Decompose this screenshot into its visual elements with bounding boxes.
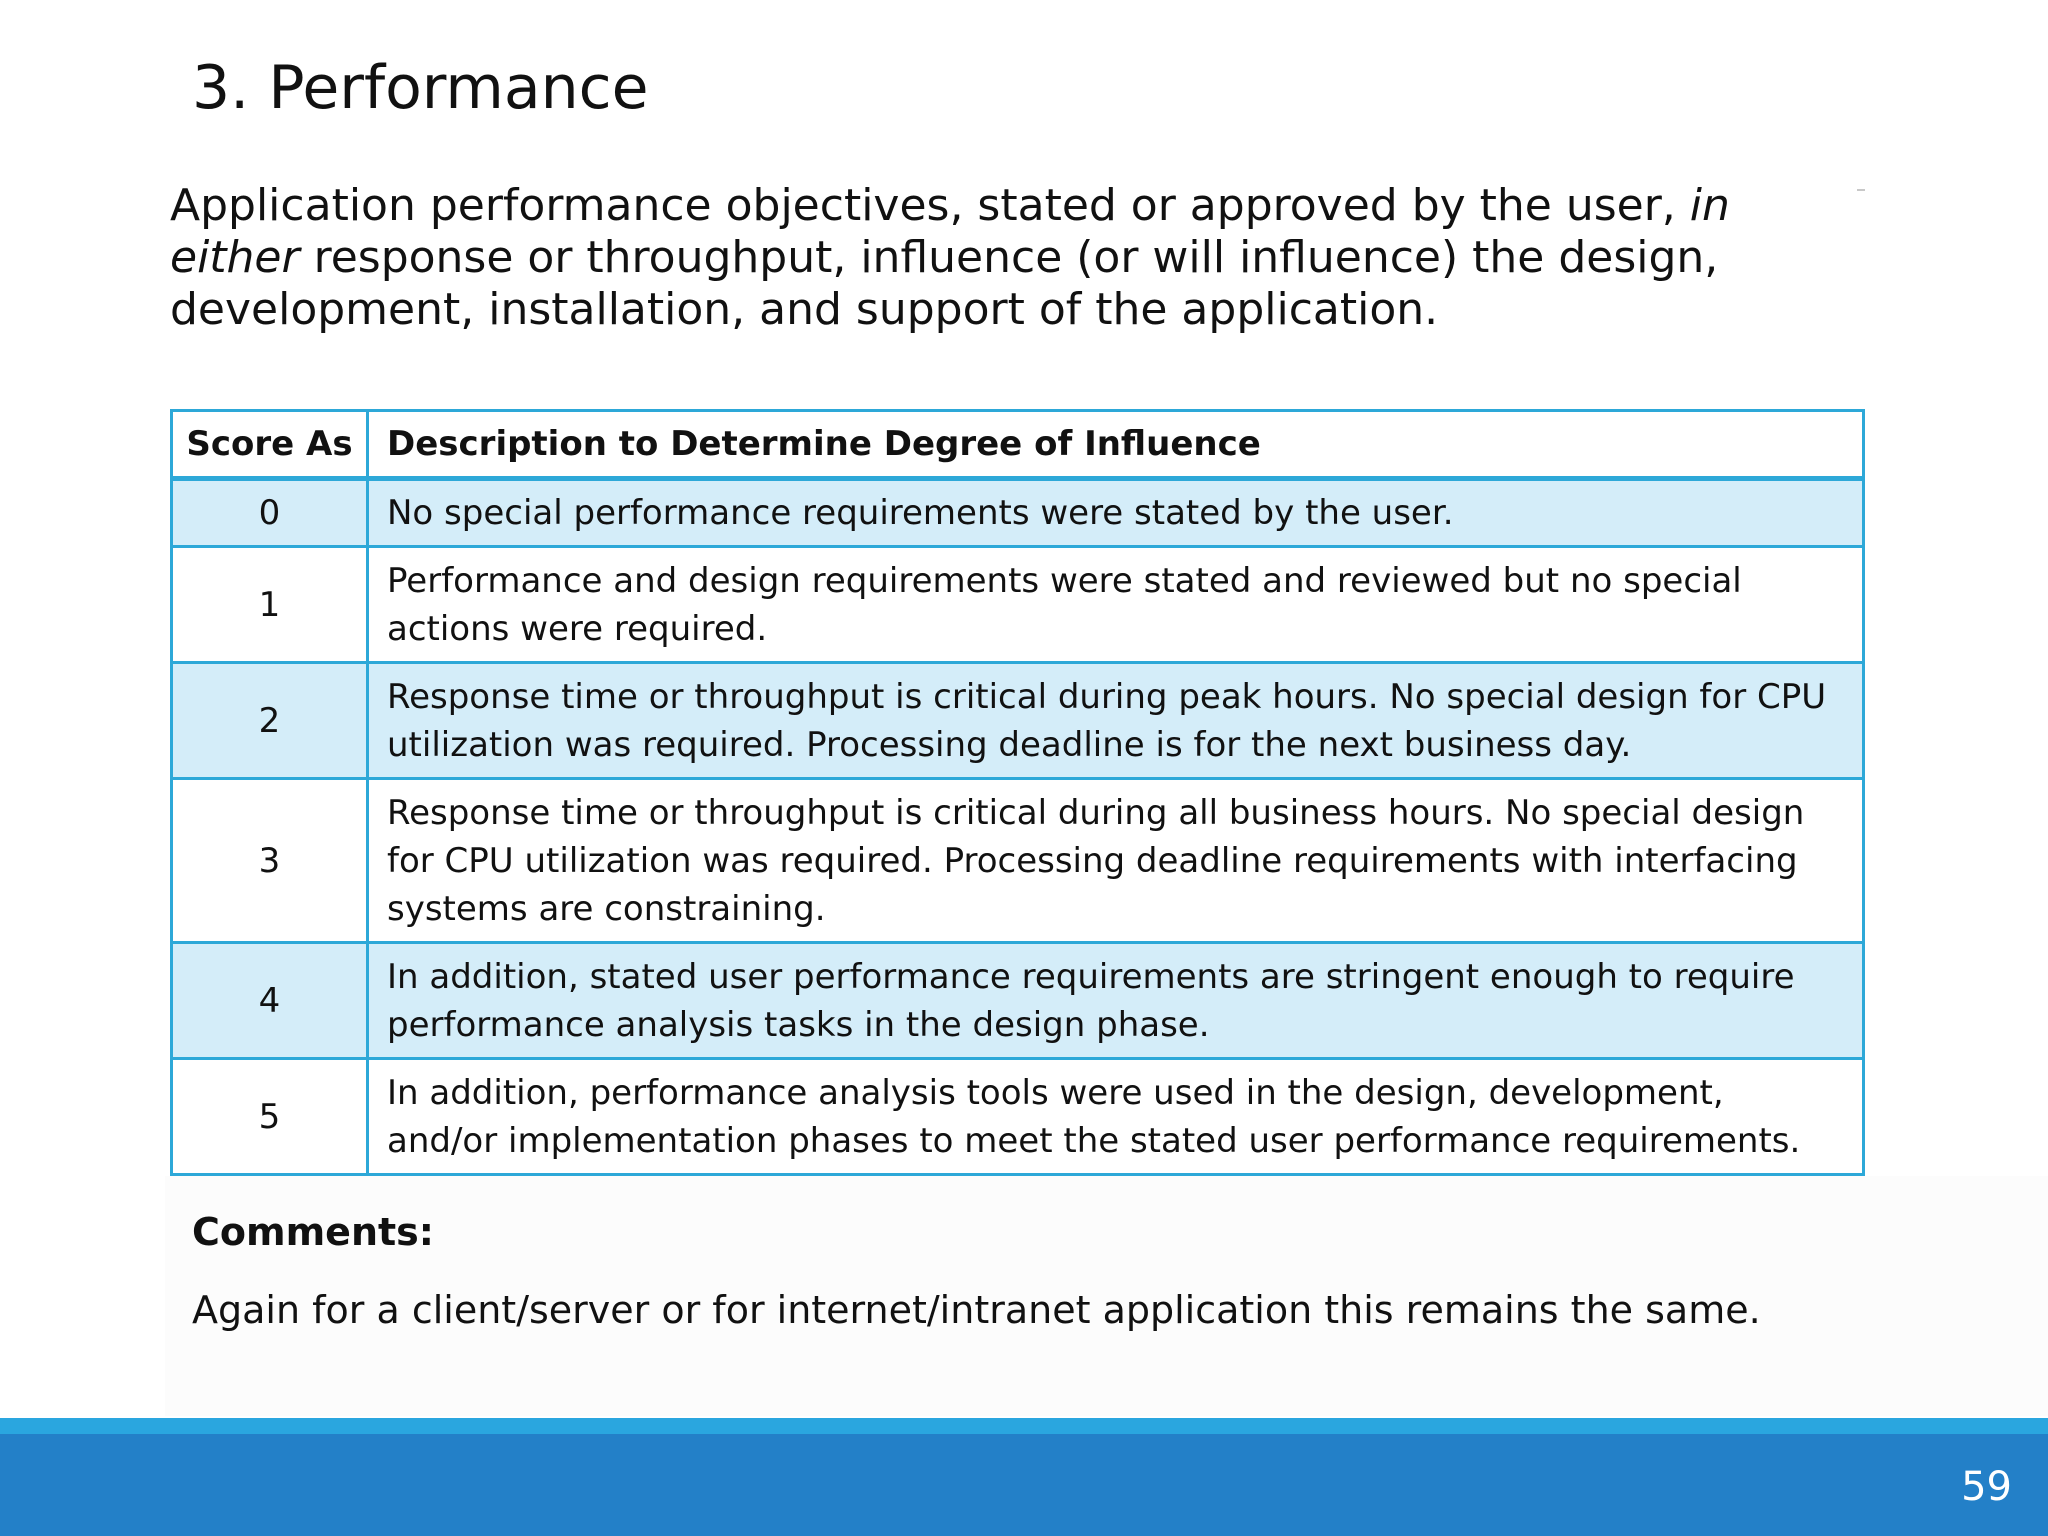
description-cell: Response time or throughput is critical during peak hours. No special design for CPU utilization was required. Processing deadline is for the next business day. — [368, 663, 1864, 779]
score-cell: 4 — [172, 943, 368, 1059]
score-cell: 3 — [172, 779, 368, 943]
score-cell: 0 — [172, 479, 368, 547]
description-cell: In addition, performance analysis tools were used in the design, development, and/or implementation phases to meet the stated user performance requirements. — [368, 1059, 1864, 1175]
table-row — [172, 547, 1864, 663]
description-cell: In addition, stated user performance requirements are stringent enough to require performance analysis tasks in the design phase. — [368, 943, 1864, 1059]
comments-text: Again for a client/server or for internet/intranet application this remains the same. — [192, 1288, 1761, 1332]
score-cell: 1 — [172, 547, 368, 663]
page-number: 59 — [1961, 1464, 2012, 1510]
intro-text-start: Application performance objectives, stated or approved by the user, — [170, 180, 1690, 231]
table-row — [172, 1059, 1864, 1175]
score-column-header: Score As — [172, 411, 368, 479]
decorative-tick — [1857, 189, 1865, 191]
degree-of-influence-table — [170, 409, 1865, 1176]
table-row — [172, 943, 1864, 1059]
footer-bar — [0, 1434, 2048, 1536]
intro-text-italic: in either — [170, 180, 1730, 283]
table-row — [172, 479, 1864, 547]
intro-paragraph — [170, 180, 1870, 336]
description-column-header: Description to Determine Degree of Influence — [368, 411, 1864, 479]
description-cell: Response time or throughput is critical during all business hours. No special design for CPU utilization was required. Processing deadline requirements with interfacing systems are constraining. — [368, 779, 1864, 943]
table-row — [172, 779, 1864, 943]
comments-label: Comments: — [192, 1210, 434, 1254]
slide-title: 3. Performance — [192, 53, 649, 123]
table-row — [172, 663, 1864, 779]
intro-text-end: response or throughput, influence (or will influence) the design, development, installation, and support of the application. — [170, 232, 1719, 335]
footer-accent-stripe — [0, 1418, 2048, 1434]
table-header-row — [172, 411, 1864, 479]
description-cell: No special performance requirements were stated by the user. — [368, 479, 1864, 547]
score-cell: 2 — [172, 663, 368, 779]
description-cell: Performance and design requirements were stated and reviewed but no special actions were required. — [368, 547, 1864, 663]
score-cell: 5 — [172, 1059, 368, 1175]
